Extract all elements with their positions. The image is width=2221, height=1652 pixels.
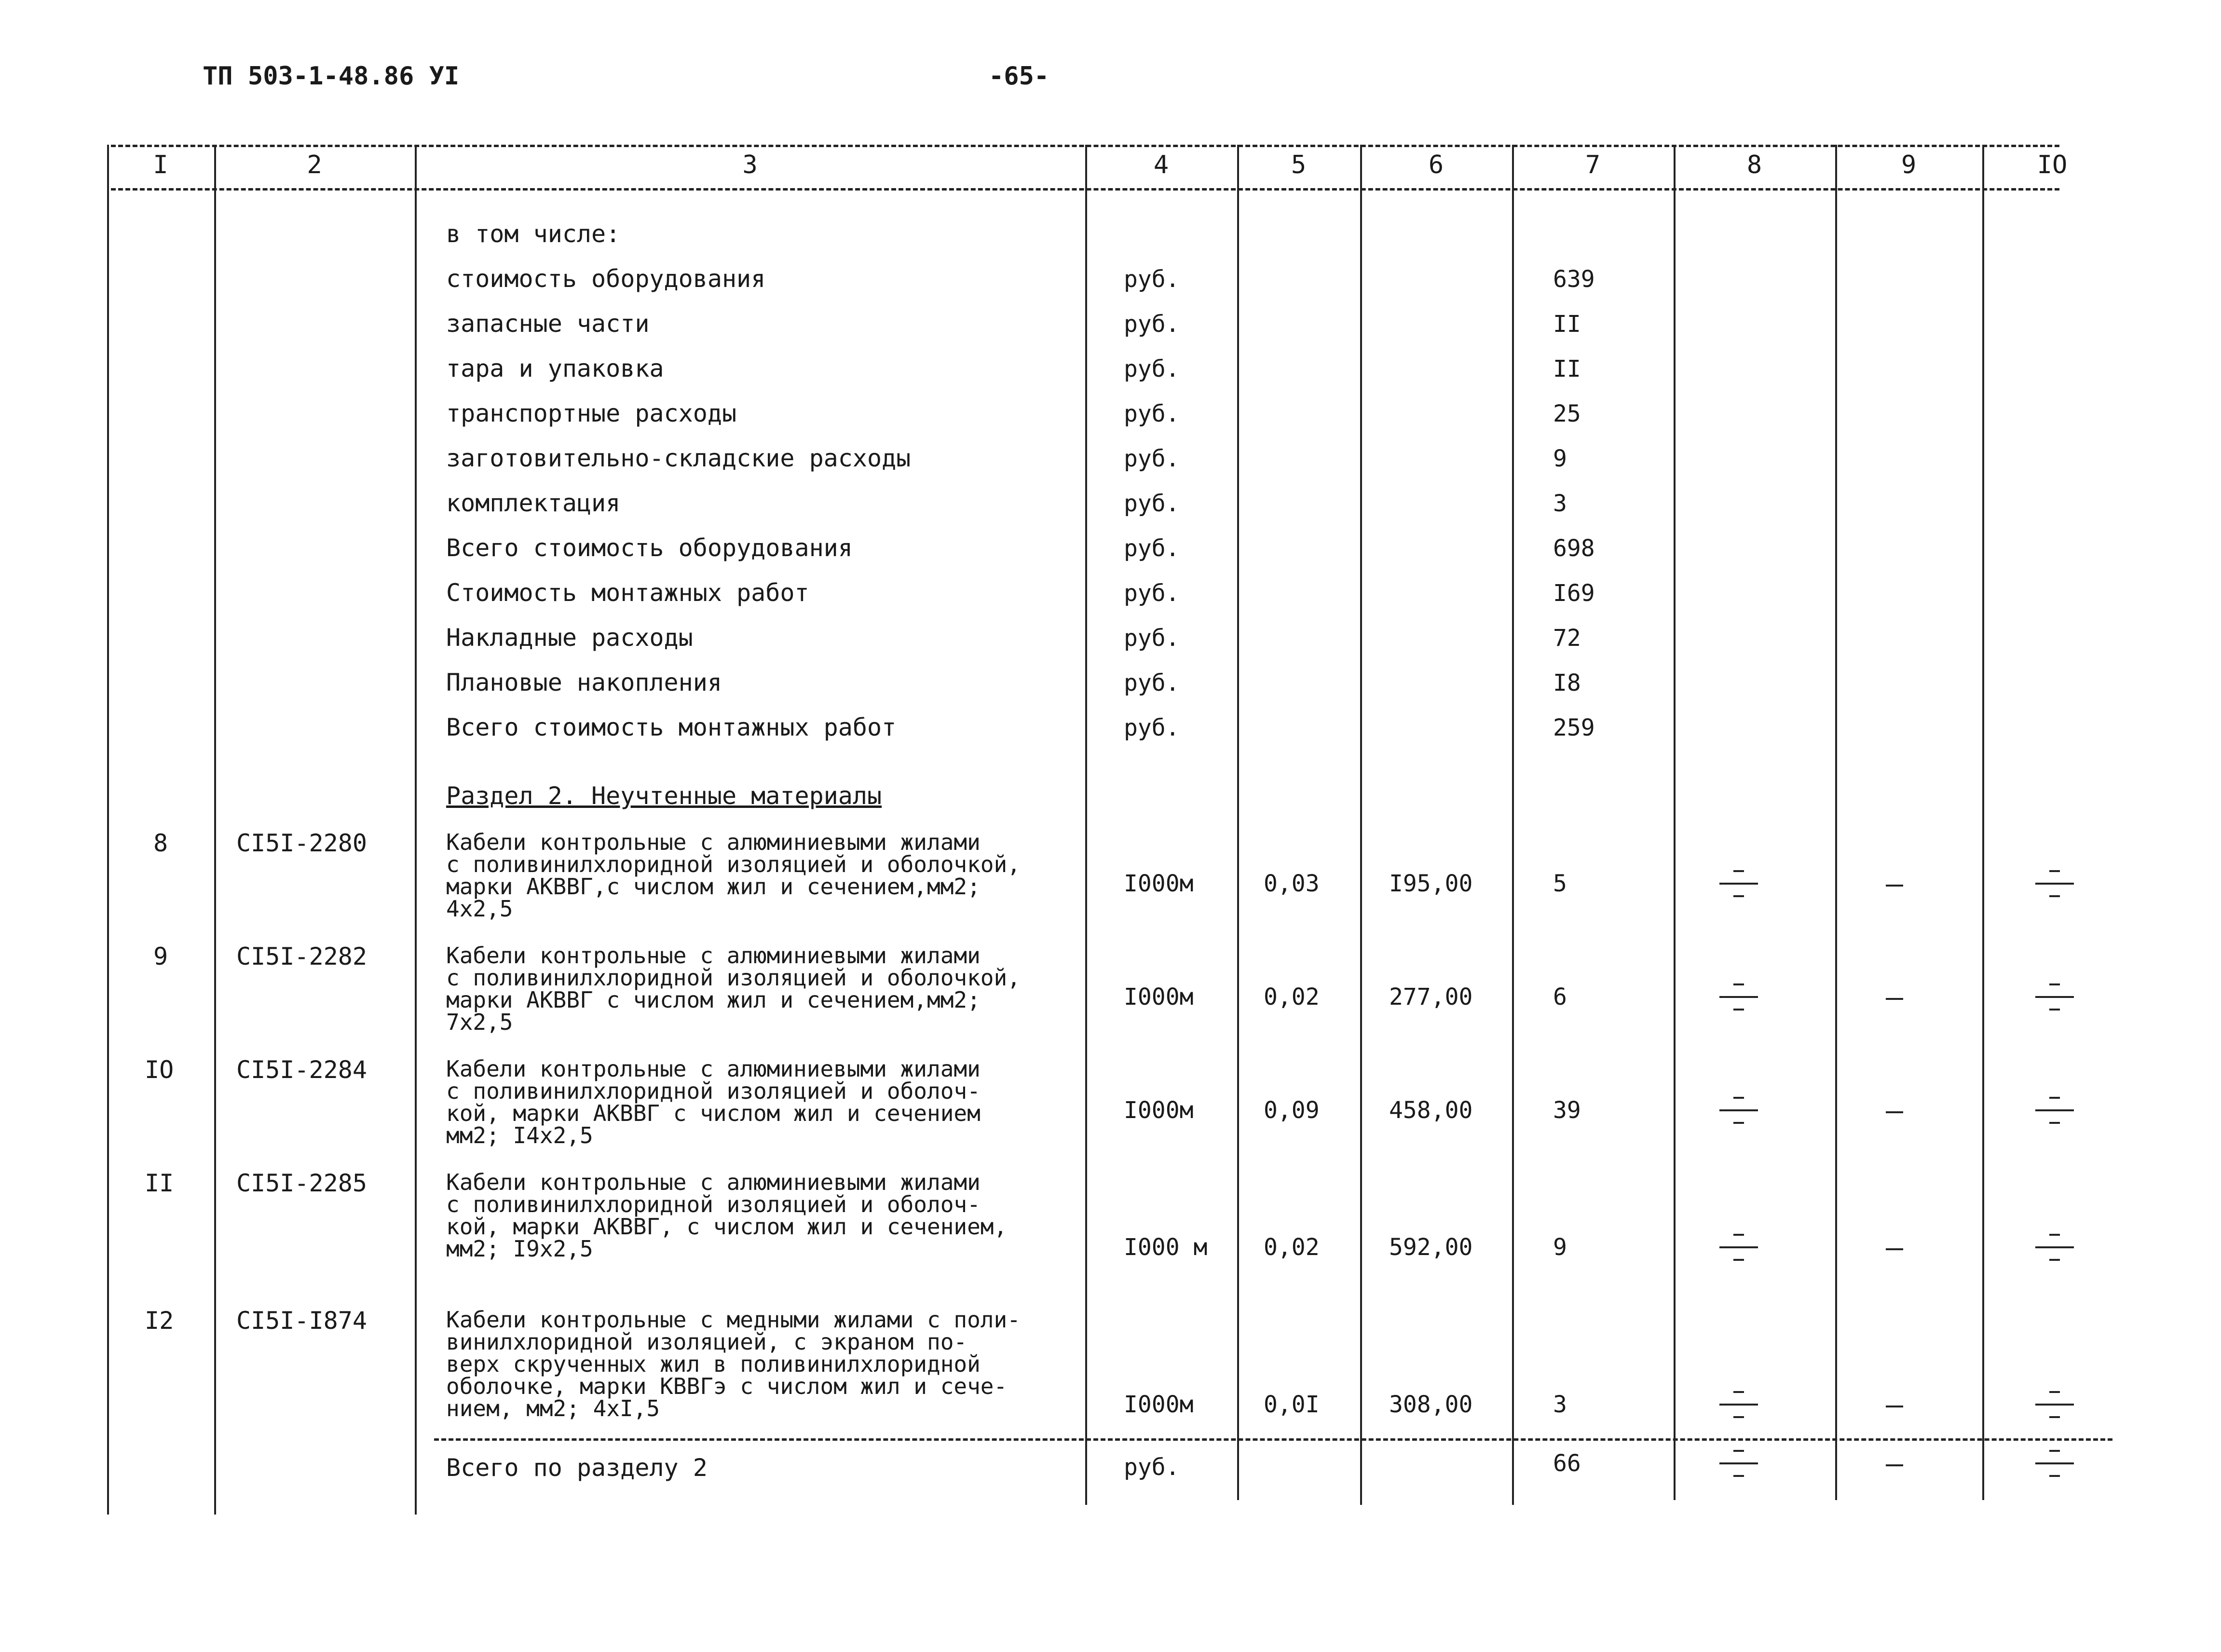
column-number: 5 <box>1291 150 1307 179</box>
cost-row-value: 259 <box>1553 714 1595 741</box>
cost-row-name: комплектация <box>446 489 621 517</box>
item-number: 8 <box>153 829 168 857</box>
cost-row-value: 25 <box>1553 400 1581 427</box>
ditto-mark-bottom <box>2049 1009 2060 1010</box>
column-divider <box>1237 145 1239 1500</box>
column-9-dash <box>1886 1464 1903 1466</box>
item-price: I95,00 <box>1389 870 1473 897</box>
ditto-mark-line <box>2035 996 2074 998</box>
cost-row-value: I8 <box>1553 669 1581 696</box>
item-code: CI5I-2284 <box>236 1056 367 1084</box>
section-title: Раздел 2. Неучтенные материалы <box>446 782 882 810</box>
column-9-dash <box>1886 998 1903 1000</box>
ditto-mark-line <box>1719 1246 1758 1248</box>
column-divider <box>1674 145 1676 1500</box>
cost-row-unit: руб. <box>1124 625 1180 652</box>
item-number: II <box>145 1169 174 1197</box>
ditto-mark-line <box>2035 1109 2074 1111</box>
item-number: IO <box>145 1056 174 1084</box>
column-divider <box>415 145 417 1515</box>
cost-row-unit: руб. <box>1124 266 1180 293</box>
item-price: 308,00 <box>1389 1391 1473 1418</box>
ditto-mark-bottom <box>1733 1122 1744 1124</box>
column-divider <box>1360 145 1362 1505</box>
ditto-mark-top <box>2049 1391 2060 1393</box>
cost-row-name: Стоимость монтажных работ <box>446 579 809 607</box>
item-unit: I000м <box>1124 1391 1194 1418</box>
ditto-mark-bottom <box>1733 1259 1744 1261</box>
ditto-mark-bottom <box>2049 1122 2060 1124</box>
ditto-mark-bottom <box>1733 1009 1744 1010</box>
cost-row-unit: руб. <box>1124 400 1180 427</box>
item-code: CI5I-2285 <box>236 1169 367 1197</box>
cost-row-unit: руб. <box>1124 580 1180 607</box>
cost-row-value: 698 <box>1553 535 1595 562</box>
cost-row-name: тара и упаковка <box>446 355 664 382</box>
cost-row-name: запасные части <box>446 310 650 338</box>
item-unit: I000м <box>1124 870 1194 897</box>
ditto-mark-top <box>2049 1234 2060 1236</box>
ditto-mark-top <box>2049 1097 2060 1099</box>
cost-row-unit: руб. <box>1124 311 1180 338</box>
section-total-label: Всего по разделу 2 <box>446 1454 708 1482</box>
cost-row-value: I69 <box>1553 580 1595 607</box>
column-number: 6 <box>1428 150 1444 179</box>
item-description: Кабели контрольные с алюминиевыми жилами с поливинилхлоридной изоляцией и оболочкой, марки АКВВГ с числом жил и сечением,мм2; 7х2,5 <box>446 942 1021 1035</box>
ditto-mark-line <box>1719 1109 1758 1111</box>
ditto-mark-bottom <box>2049 1259 2060 1261</box>
document-code: ТП 503-1-48.86 УI <box>203 62 460 91</box>
column-9-dash <box>1886 1406 1903 1407</box>
item-description: Кабели контрольные с алюминиевыми жилами с поливинилхлоридной изоляцией и оболоч- кой, марки АКВВГ, с числом жил и сечением, мм2; I9х2,5 <box>446 1169 1008 1262</box>
item-price: 592,00 <box>1389 1234 1473 1261</box>
item-description: Кабели контрольные с алюминиевыми жилами с поливинилхлоридной изоляцией и оболочкой, марки АКВВГ,с числом жил и сечением,мм2; 4х2,5 <box>446 829 1021 922</box>
item-number: I2 <box>145 1307 174 1335</box>
item-total: 5 <box>1553 870 1567 897</box>
cost-row-name: Всего стоимость оборудования <box>446 534 853 562</box>
cost-row-name: Всего стоимость монтажных работ <box>446 713 897 741</box>
cost-row-name: заготовительно-складские расходы <box>446 444 911 472</box>
ditto-mark-top <box>2049 983 2060 985</box>
item-code: CI5I-2280 <box>236 829 367 857</box>
cost-row-value: 3 <box>1553 490 1567 517</box>
item-code: CI5I-I874 <box>236 1307 367 1335</box>
column-9-dash <box>1886 885 1903 887</box>
item-quantity: 0,09 <box>1264 1097 1320 1124</box>
item-quantity: 0,02 <box>1264 983 1320 1010</box>
item-total: 9 <box>1553 1234 1567 1261</box>
ditto-mark-top <box>2049 870 2060 872</box>
intro-text: в том числе: <box>446 220 621 248</box>
item-description: Кабели контрольные с медными жилами с поли- винилхлоридной изоляцией, с экраном по- верх скрученных жил в поливинилхлоридной оболочке, марки КВВГэ с числом жил и сече- нием, мм2; 4хI,5 <box>446 1307 1021 1421</box>
column-divider <box>1085 145 1087 1505</box>
ditto-mark-bottom <box>1733 895 1744 897</box>
page-number: -65- <box>989 62 1049 91</box>
item-unit: I000м <box>1124 1097 1194 1124</box>
item-total: 6 <box>1553 983 1567 1010</box>
ditto-mark-top <box>1733 1097 1744 1099</box>
ditto-mark-line <box>2035 1462 2074 1464</box>
ditto-mark-bottom <box>1733 1475 1744 1477</box>
cost-row-name: Накладные расходы <box>446 624 693 652</box>
cost-row-unit: руб. <box>1124 535 1180 562</box>
cost-row-value: II <box>1553 355 1581 382</box>
column-divider <box>1835 145 1837 1500</box>
cost-row-value: 72 <box>1553 625 1581 652</box>
column-9-dash <box>1886 1248 1903 1250</box>
item-unit: I000м <box>1124 983 1194 1010</box>
item-price: 458,00 <box>1389 1097 1473 1124</box>
section-total-unit: руб. <box>1124 1454 1180 1481</box>
item-price: 277,00 <box>1389 983 1473 1010</box>
column-number: 9 <box>1901 150 1917 179</box>
ditto-mark-bottom <box>2049 1475 2060 1477</box>
total-row-line <box>434 1438 2112 1441</box>
column-divider <box>1512 145 1514 1505</box>
ditto-mark-top <box>1733 1391 1744 1393</box>
ditto-mark-bottom <box>2049 895 2060 897</box>
ditto-mark-line <box>1719 996 1758 998</box>
cost-row-name: стоимость оборудования <box>446 265 766 293</box>
item-unit: I000 м <box>1124 1234 1208 1261</box>
item-total: 39 <box>1553 1097 1581 1124</box>
item-quantity: 0,0I <box>1264 1391 1320 1418</box>
ditto-mark-bottom <box>1733 1416 1744 1418</box>
cost-row-name: транспортные расходы <box>446 399 737 427</box>
cost-row-value: 9 <box>1553 445 1567 472</box>
cost-row-unit: руб. <box>1124 445 1180 472</box>
item-code: CI5I-2282 <box>236 942 367 970</box>
column-number: 2 <box>307 150 322 179</box>
ditto-mark-top <box>1733 1450 1744 1452</box>
column-number: I <box>153 150 168 179</box>
cost-row-unit: руб. <box>1124 490 1180 517</box>
column-number: 7 <box>1585 150 1601 179</box>
item-quantity: 0,02 <box>1264 1234 1320 1261</box>
cost-row-unit: руб. <box>1124 714 1180 741</box>
ditto-mark-top <box>1733 870 1744 872</box>
cost-row-unit: руб. <box>1124 355 1180 382</box>
ditto-mark-top <box>1733 983 1744 985</box>
item-number: 9 <box>153 942 168 970</box>
ditto-mark-bottom <box>2049 1416 2060 1418</box>
section-total-value: 66 <box>1553 1450 1581 1477</box>
item-quantity: 0,03 <box>1264 870 1320 897</box>
cost-row-value: II <box>1553 311 1581 338</box>
item-total: 3 <box>1553 1391 1567 1418</box>
column-divider <box>214 145 216 1515</box>
column-number: 8 <box>1746 150 1762 179</box>
ditto-mark-top <box>1733 1234 1744 1236</box>
ditto-mark-line <box>2035 1246 2074 1248</box>
cost-row-name: Плановые накопления <box>446 669 722 696</box>
column-divider <box>107 145 109 1515</box>
ditto-mark-line <box>2035 883 2074 885</box>
cost-row-unit: руб. <box>1124 669 1180 696</box>
item-description: Кабели контрольные с алюминиевыми жилами с поливинилхлоридной изоляцией и оболоч- кой, марки АКВВГ с числом жил и сечением мм2; I4х2,5 <box>446 1056 981 1148</box>
column-number: IO <box>2037 150 2068 179</box>
column-9-dash <box>1886 1111 1903 1113</box>
ditto-mark-top <box>2049 1450 2060 1452</box>
ditto-mark-line <box>1719 1462 1758 1464</box>
column-divider <box>1982 145 1984 1500</box>
ditto-mark-line <box>1719 1404 1758 1406</box>
cost-row-value: 639 <box>1553 266 1595 293</box>
ditto-mark-line <box>2035 1404 2074 1406</box>
ditto-mark-line <box>1719 883 1758 885</box>
column-number: 4 <box>1153 150 1169 179</box>
column-number: 3 <box>742 150 758 179</box>
